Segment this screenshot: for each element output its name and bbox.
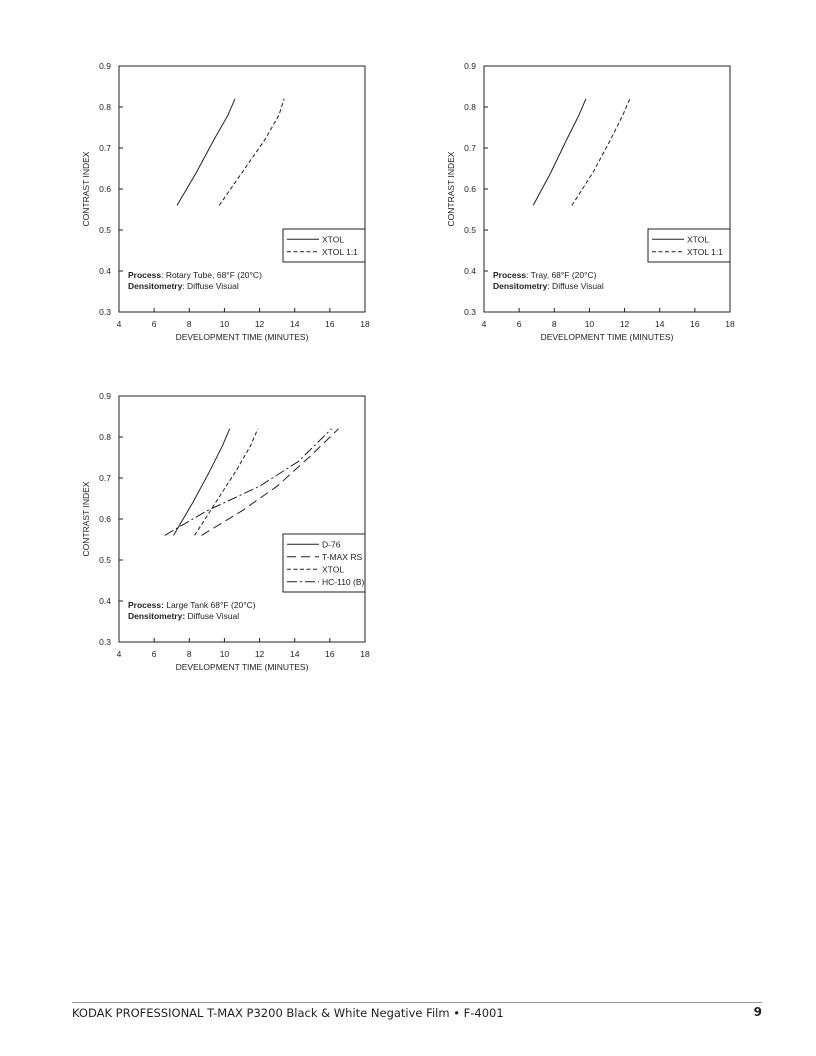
x-tick-label: 8 bbox=[551, 319, 557, 329]
y-axis-label: CONTRAST INDEX bbox=[81, 481, 91, 557]
process-value: : Tray, 68°F (20°C) bbox=[526, 270, 597, 280]
y-tick-label: 0.9 bbox=[464, 61, 476, 71]
x-axis-label: DEVELOPMENT TIME (MINUTES) bbox=[540, 332, 674, 342]
densitometry-note bbox=[493, 281, 604, 291]
x-tick-label: 4 bbox=[481, 319, 487, 329]
chart-tray bbox=[445, 60, 745, 350]
x-tick-label: 6 bbox=[516, 319, 522, 329]
y-tick-label: 0.6 bbox=[464, 184, 476, 194]
legend-label: T-MAX RS bbox=[322, 551, 363, 562]
x-tick-label: 14 bbox=[654, 319, 665, 329]
y-axis-label: CONTRAST INDEX bbox=[446, 151, 456, 227]
y-tick-label: 0.6 bbox=[99, 514, 111, 524]
process-label: Process: bbox=[128, 600, 164, 610]
y-tick-label: 0.7 bbox=[464, 143, 476, 153]
densitometry-value: Diffuse Visual bbox=[185, 611, 240, 621]
legend-label: XTOL bbox=[322, 234, 345, 245]
series-line-xtol bbox=[177, 99, 235, 206]
densitometry-label: Densitometry bbox=[493, 281, 548, 291]
series-line-xtol-1-1 bbox=[219, 99, 284, 206]
densitometry-value: : Diffuse Visual bbox=[182, 281, 239, 291]
process-label: Process bbox=[128, 270, 162, 280]
y-tick-label: 0.7 bbox=[99, 473, 111, 483]
x-tick-label: 16 bbox=[325, 649, 335, 659]
x-tick-label: 8 bbox=[186, 649, 192, 659]
y-axis-label: CONTRAST INDEX bbox=[81, 151, 91, 227]
densitometry-label: Densitometry bbox=[128, 281, 183, 291]
series-line-hc-110-b- bbox=[165, 429, 332, 536]
series-line-xtol-1-1 bbox=[572, 99, 630, 206]
x-tick-label: 10 bbox=[219, 319, 230, 329]
process-value: Large Tank 68°F (20°C) bbox=[163, 600, 256, 610]
y-tick-label: 0.3 bbox=[464, 307, 476, 317]
x-tick-label: 8 bbox=[186, 319, 192, 329]
x-tick-label: 16 bbox=[325, 319, 335, 329]
x-tick-label: 6 bbox=[151, 649, 157, 659]
y-tick-label: 0.3 bbox=[99, 307, 111, 317]
legend-label: XTOL 1:1 bbox=[687, 246, 723, 257]
legend-label: XTOL bbox=[322, 564, 345, 575]
y-tick-label: 0.3 bbox=[99, 637, 111, 647]
legend-label: XTOL 1:1 bbox=[322, 246, 358, 257]
x-tick-label: 12 bbox=[254, 649, 265, 659]
y-tick-label: 0.5 bbox=[99, 225, 111, 235]
legend-label: HC-110 (B) bbox=[322, 576, 365, 587]
densitometry-label: Densitometry: bbox=[128, 611, 186, 621]
x-tick-label: 10 bbox=[219, 649, 230, 659]
y-tick-label: 0.8 bbox=[99, 432, 111, 442]
legend-label: XTOL bbox=[687, 234, 710, 245]
y-tick-label: 0.4 bbox=[464, 266, 476, 276]
series-line-d-76 bbox=[174, 429, 230, 536]
x-tick-label: 12 bbox=[254, 319, 265, 329]
process-note bbox=[493, 270, 597, 280]
y-tick-label: 0.9 bbox=[99, 61, 111, 71]
process-label: Process bbox=[493, 270, 527, 280]
x-tick-label: 4 bbox=[116, 319, 122, 329]
y-tick-label: 0.6 bbox=[99, 184, 111, 194]
chart-large-tank bbox=[80, 390, 380, 680]
y-tick-label: 0.4 bbox=[99, 266, 111, 276]
x-axis-label: DEVELOPMENT TIME (MINUTES) bbox=[175, 662, 309, 672]
footer-text: KODAK PROFESSIONAL T-MAX P3200 Black & White Negative Film • F-4001 bbox=[72, 1006, 504, 1020]
page-number: 9 bbox=[753, 1005, 762, 1019]
series-line-xtol bbox=[533, 99, 586, 206]
x-tick-label: 14 bbox=[289, 319, 300, 329]
footer-rule bbox=[72, 1002, 762, 1003]
y-tick-label: 0.5 bbox=[464, 225, 476, 235]
y-tick-label: 0.9 bbox=[99, 391, 111, 401]
x-tick-label: 16 bbox=[690, 319, 700, 329]
series-line-t-max-rs bbox=[202, 429, 339, 536]
x-tick-label: 18 bbox=[360, 319, 370, 329]
x-tick-label: 6 bbox=[151, 319, 157, 329]
x-tick-label: 14 bbox=[289, 649, 300, 659]
densitometry-note bbox=[128, 281, 239, 291]
x-tick-label: 4 bbox=[116, 649, 122, 659]
x-tick-label: 18 bbox=[360, 649, 370, 659]
y-tick-label: 0.4 bbox=[99, 596, 111, 606]
x-tick-label: 18 bbox=[725, 319, 735, 329]
process-note bbox=[128, 270, 262, 280]
y-tick-label: 0.5 bbox=[99, 555, 111, 565]
y-tick-label: 0.8 bbox=[464, 102, 476, 112]
densitometry-value: : Diffuse Visual bbox=[547, 281, 604, 291]
x-axis-label: DEVELOPMENT TIME (MINUTES) bbox=[175, 332, 309, 342]
process-note bbox=[128, 600, 256, 610]
densitometry-note bbox=[128, 611, 239, 621]
process-value: : Rotary Tube, 68°F (20°C) bbox=[161, 270, 262, 280]
x-tick-label: 10 bbox=[584, 319, 595, 329]
y-tick-label: 0.7 bbox=[99, 143, 111, 153]
legend-label: D-76 bbox=[322, 539, 341, 550]
y-tick-label: 0.8 bbox=[99, 102, 111, 112]
x-tick-label: 12 bbox=[619, 319, 630, 329]
chart-rotary-tube bbox=[80, 60, 380, 350]
